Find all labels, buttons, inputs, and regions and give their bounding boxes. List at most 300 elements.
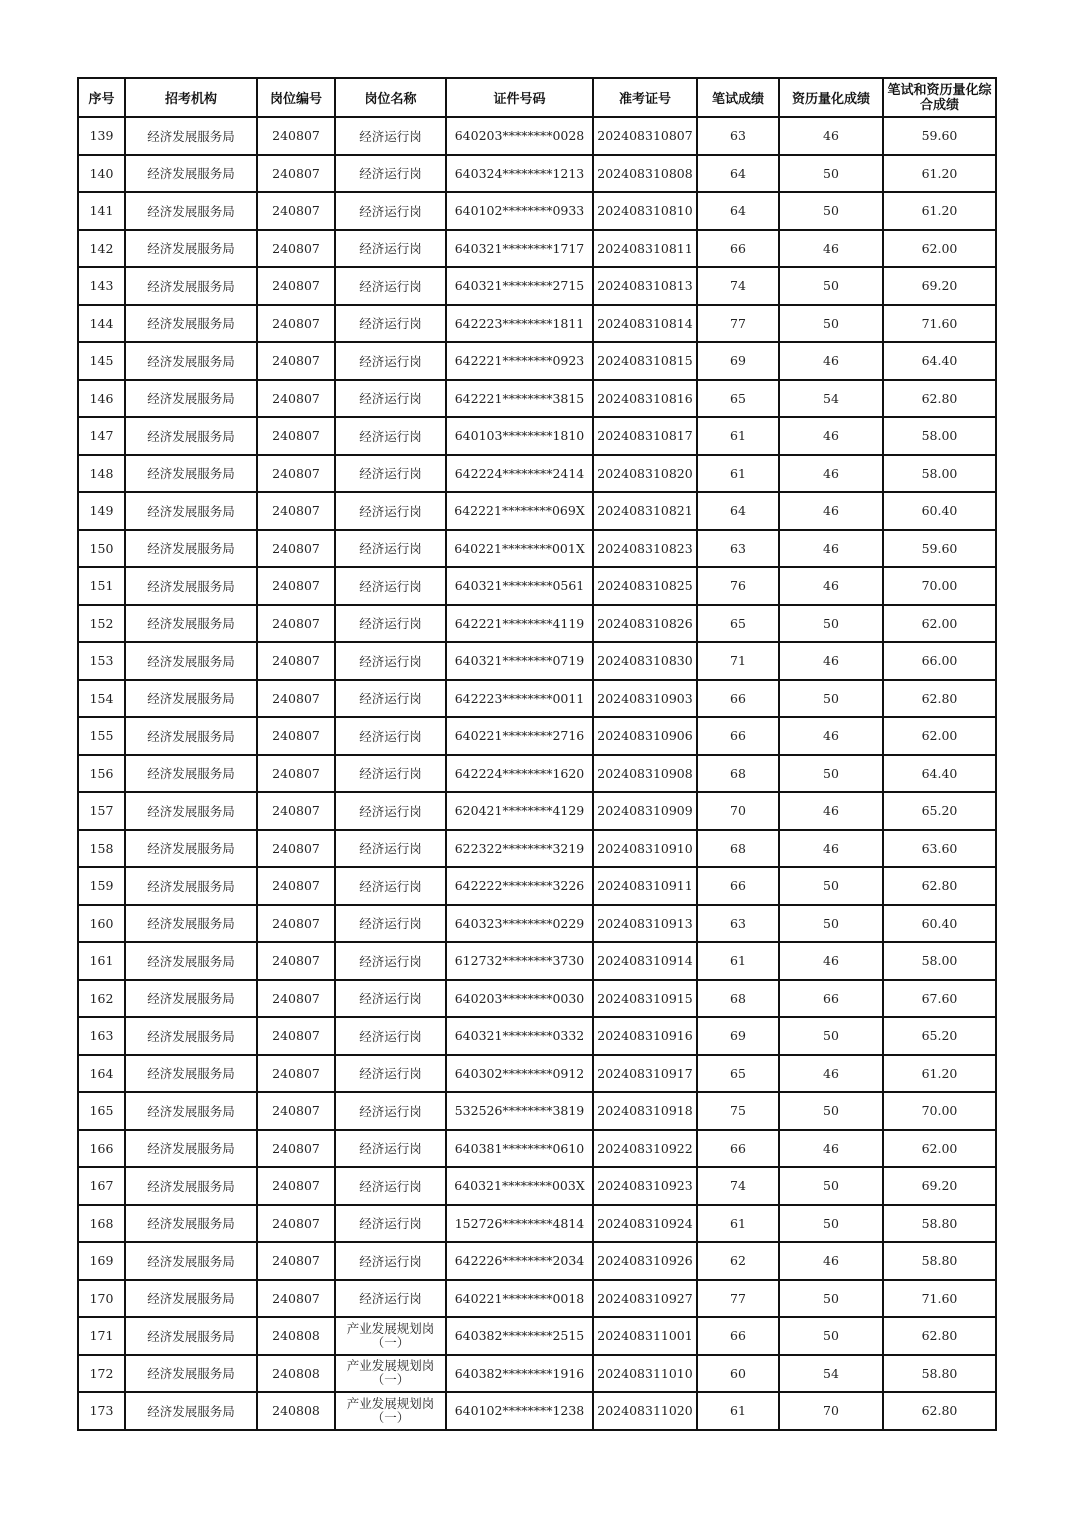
- post-code-cell: 240807: [257, 417, 335, 455]
- qualification-score-cell: 46: [779, 417, 883, 455]
- post-code-cell: 240807: [257, 492, 335, 530]
- qualification-score-cell: 50: [779, 1092, 883, 1130]
- header-admission-number: 准考证号: [593, 78, 697, 117]
- seq-cell: 159: [78, 867, 125, 905]
- agency-cell: 经济发展服务局: [125, 1317, 257, 1355]
- id-number-cell: 640321********1717: [446, 230, 593, 268]
- header-row: [78, 78, 996, 117]
- admission-number-cell: 202408310924: [593, 1205, 697, 1243]
- id-number-cell: 640321********0561: [446, 567, 593, 605]
- header-qualification-score: 资历量化成绩: [779, 78, 883, 117]
- id-number-cell: 640221********0018: [446, 1280, 593, 1318]
- admission-number-cell: 202408310808: [593, 155, 697, 193]
- written-score-cell: 63: [697, 530, 779, 568]
- qualification-score-cell: 46: [779, 117, 883, 155]
- admission-number-cell: 202408310927: [593, 1280, 697, 1318]
- id-number-cell: 642221********3815: [446, 380, 593, 418]
- id-number-cell: 640321********0332: [446, 1017, 593, 1055]
- id-number-cell: 640321********0719: [446, 642, 593, 680]
- combined-score-cell: 58.80: [883, 1242, 996, 1280]
- qualification-score-cell: 50: [779, 1205, 883, 1243]
- combined-score-cell: 60.40: [883, 492, 996, 530]
- table-row: [78, 1092, 996, 1130]
- id-number-cell: 640221********001X: [446, 530, 593, 568]
- table-row: [78, 567, 996, 605]
- post-name-cell: 经济运行岗: [335, 417, 446, 455]
- combined-score-cell: 58.80: [883, 1205, 996, 1243]
- admission-number-cell: 202408310817: [593, 417, 697, 455]
- id-number-cell: 640382********2515: [446, 1317, 593, 1355]
- combined-score-cell: 62.80: [883, 867, 996, 905]
- post-code-cell: 240807: [257, 192, 335, 230]
- post-code-cell: 240807: [257, 155, 335, 193]
- table-row: [78, 717, 996, 755]
- table-row: [78, 155, 996, 193]
- id-number-cell: 640103********1810: [446, 417, 593, 455]
- seq-cell: 172: [78, 1355, 125, 1393]
- id-number-cell: 642221********069X: [446, 492, 593, 530]
- post-code-cell: 240807: [257, 567, 335, 605]
- seq-cell: 144: [78, 305, 125, 343]
- post-code-cell: 240807: [257, 1242, 335, 1280]
- written-score-cell: 64: [697, 492, 779, 530]
- id-number-cell: 640382********1916: [446, 1355, 593, 1393]
- admission-number-cell: 202408311020: [593, 1392, 697, 1430]
- qualification-score-cell: 46: [779, 792, 883, 830]
- qualification-score-cell: 46: [779, 1130, 883, 1168]
- post-name-cell: 经济运行岗: [335, 830, 446, 868]
- admission-number-cell: 202408310810: [593, 192, 697, 230]
- seq-cell: 169: [78, 1242, 125, 1280]
- written-score-cell: 66: [697, 230, 779, 268]
- qualification-score-cell: 46: [779, 1055, 883, 1093]
- written-score-cell: 76: [697, 567, 779, 605]
- table-row: [78, 417, 996, 455]
- table-row: [78, 1167, 996, 1205]
- written-score-cell: 61: [697, 417, 779, 455]
- admission-number-cell: 202408310911: [593, 867, 697, 905]
- written-score-cell: 61: [697, 1205, 779, 1243]
- post-name-cell: 经济运行岗: [335, 1280, 446, 1318]
- admission-number-cell: 202408311001: [593, 1317, 697, 1355]
- post-name-cell: 经济运行岗: [335, 980, 446, 1018]
- seq-cell: 166: [78, 1130, 125, 1168]
- written-score-cell: 61: [697, 942, 779, 980]
- combined-score-cell: 64.40: [883, 342, 996, 380]
- qualification-score-cell: 50: [779, 1317, 883, 1355]
- admission-number-cell: 202408310906: [593, 717, 697, 755]
- qualification-score-cell: 46: [779, 492, 883, 530]
- post-name-cell: 经济运行岗: [335, 792, 446, 830]
- seq-cell: 150: [78, 530, 125, 568]
- table-row: [78, 942, 996, 980]
- written-score-cell: 69: [697, 342, 779, 380]
- written-score-cell: 71: [697, 642, 779, 680]
- admission-number-cell: 202408311010: [593, 1355, 697, 1393]
- post-name-cell: 经济运行岗: [335, 1167, 446, 1205]
- agency-cell: 经济发展服务局: [125, 417, 257, 455]
- post-code-cell: 240807: [257, 342, 335, 380]
- seq-cell: 142: [78, 230, 125, 268]
- seq-cell: 140: [78, 155, 125, 193]
- agency-cell: 经济发展服务局: [125, 867, 257, 905]
- table-row: [78, 1355, 996, 1393]
- seq-cell: 148: [78, 455, 125, 493]
- post-name-cell: 经济运行岗: [335, 1242, 446, 1280]
- seq-cell: 153: [78, 642, 125, 680]
- post-code-cell: 240808: [257, 1355, 335, 1393]
- qualification-score-cell: 46: [779, 642, 883, 680]
- combined-score-cell: 65.20: [883, 1017, 996, 1055]
- admission-number-cell: 202408310825: [593, 567, 697, 605]
- table-row: [78, 980, 996, 1018]
- id-number-cell: 622322********3219: [446, 830, 593, 868]
- post-code-cell: 240807: [257, 455, 335, 493]
- post-code-cell: 240807: [257, 117, 335, 155]
- id-number-cell: 532526********3819: [446, 1092, 593, 1130]
- combined-score-cell: 62.80: [883, 680, 996, 718]
- seq-cell: 143: [78, 267, 125, 305]
- table-row: [78, 905, 996, 943]
- qualification-score-cell: 50: [779, 905, 883, 943]
- id-number-cell: 640381********0610: [446, 1130, 593, 1168]
- post-name-cell: 经济运行岗: [335, 380, 446, 418]
- id-number-cell: 640323********0229: [446, 905, 593, 943]
- agency-cell: 经济发展服务局: [125, 305, 257, 343]
- post-name-cell: 产业发展规划岗（一）: [335, 1392, 446, 1430]
- combined-score-cell: 70.00: [883, 1092, 996, 1130]
- post-code-cell: 240807: [257, 267, 335, 305]
- agency-cell: 经济发展服务局: [125, 1130, 257, 1168]
- table-row: [78, 867, 996, 905]
- qualification-score-cell: 46: [779, 230, 883, 268]
- seq-cell: 157: [78, 792, 125, 830]
- post-name-cell: 经济运行岗: [335, 605, 446, 643]
- header-combined-score: 笔试和资历量化综合成绩: [883, 78, 996, 117]
- qualification-score-cell: 46: [779, 717, 883, 755]
- seq-cell: 149: [78, 492, 125, 530]
- post-code-cell: 240807: [257, 942, 335, 980]
- written-score-cell: 74: [697, 267, 779, 305]
- qualification-score-cell: 70: [779, 1392, 883, 1430]
- written-score-cell: 62: [697, 1242, 779, 1280]
- post-name-cell: 经济运行岗: [335, 267, 446, 305]
- post-code-cell: 240807: [257, 717, 335, 755]
- seq-cell: 168: [78, 1205, 125, 1243]
- admission-number-cell: 202408310903: [593, 680, 697, 718]
- admission-number-cell: 202408310922: [593, 1130, 697, 1168]
- id-number-cell: 640302********0912: [446, 1055, 593, 1093]
- header-agency: 招考机构: [125, 78, 257, 117]
- combined-score-cell: 62.00: [883, 1130, 996, 1168]
- seq-cell: 162: [78, 980, 125, 1018]
- seq-cell: 147: [78, 417, 125, 455]
- written-score-cell: 63: [697, 117, 779, 155]
- written-score-cell: 61: [697, 1392, 779, 1430]
- table-row: [78, 1205, 996, 1243]
- id-number-cell: 640203********0028: [446, 117, 593, 155]
- written-score-cell: 68: [697, 755, 779, 793]
- combined-score-cell: 65.20: [883, 792, 996, 830]
- table-row: [78, 755, 996, 793]
- post-name-cell: 经济运行岗: [335, 305, 446, 343]
- seq-cell: 158: [78, 830, 125, 868]
- written-score-cell: 66: [697, 1317, 779, 1355]
- written-score-cell: 68: [697, 980, 779, 1018]
- agency-cell: 经济发展服务局: [125, 1017, 257, 1055]
- combined-score-cell: 61.20: [883, 192, 996, 230]
- table-row: [78, 1055, 996, 1093]
- combined-score-cell: 69.20: [883, 1167, 996, 1205]
- admission-number-cell: 202408310816: [593, 380, 697, 418]
- post-code-cell: 240807: [257, 830, 335, 868]
- post-code-cell: 240807: [257, 1055, 335, 1093]
- seq-cell: 163: [78, 1017, 125, 1055]
- id-number-cell: 640221********2716: [446, 717, 593, 755]
- admission-number-cell: 202408310923: [593, 1167, 697, 1205]
- agency-cell: 经济发展服务局: [125, 530, 257, 568]
- agency-cell: 经济发展服务局: [125, 192, 257, 230]
- table-row: [78, 455, 996, 493]
- written-score-cell: 66: [697, 867, 779, 905]
- post-code-cell: 240807: [257, 1092, 335, 1130]
- id-number-cell: 642223********1811: [446, 305, 593, 343]
- combined-score-cell: 61.20: [883, 1055, 996, 1093]
- combined-score-cell: 62.00: [883, 717, 996, 755]
- post-name-cell: 产业发展规划岗（一）: [335, 1355, 446, 1393]
- post-code-cell: 240807: [257, 1130, 335, 1168]
- agency-cell: 经济发展服务局: [125, 1167, 257, 1205]
- header-post-code: 岗位编号: [257, 78, 335, 117]
- agency-cell: 经济发展服务局: [125, 1055, 257, 1093]
- table-row: [78, 1280, 996, 1318]
- post-code-cell: 240807: [257, 230, 335, 268]
- combined-score-cell: 59.60: [883, 117, 996, 155]
- header-written-score: 笔试成绩: [697, 78, 779, 117]
- written-score-cell: 63: [697, 905, 779, 943]
- written-score-cell: 64: [697, 155, 779, 193]
- combined-score-cell: 69.20: [883, 267, 996, 305]
- admission-number-cell: 202408310823: [593, 530, 697, 568]
- written-score-cell: 77: [697, 305, 779, 343]
- qualification-score-cell: 46: [779, 1242, 883, 1280]
- combined-score-cell: 63.60: [883, 830, 996, 868]
- written-score-cell: 75: [697, 1092, 779, 1130]
- admission-number-cell: 202408310807: [593, 117, 697, 155]
- written-score-cell: 66: [697, 717, 779, 755]
- post-code-cell: 240807: [257, 1205, 335, 1243]
- qualification-score-cell: 46: [779, 530, 883, 568]
- seq-cell: 146: [78, 380, 125, 418]
- table-row: [78, 792, 996, 830]
- table-row: [78, 192, 996, 230]
- admission-number-cell: 202408310908: [593, 755, 697, 793]
- table-row: [78, 830, 996, 868]
- combined-score-cell: 62.00: [883, 230, 996, 268]
- id-number-cell: 152726********4814: [446, 1205, 593, 1243]
- table-row: [78, 1392, 996, 1430]
- agency-cell: 经济发展服务局: [125, 1355, 257, 1393]
- seq-cell: 156: [78, 755, 125, 793]
- qualification-score-cell: 46: [779, 455, 883, 493]
- post-name-cell: 经济运行岗: [335, 155, 446, 193]
- agency-cell: 经济发展服务局: [125, 1242, 257, 1280]
- post-name-cell: 经济运行岗: [335, 342, 446, 380]
- qualification-score-cell: 50: [779, 867, 883, 905]
- seq-cell: 151: [78, 567, 125, 605]
- qualification-score-cell: 50: [779, 1167, 883, 1205]
- qualification-score-cell: 54: [779, 380, 883, 418]
- id-number-cell: 642226********2034: [446, 1242, 593, 1280]
- post-code-cell: 240807: [257, 792, 335, 830]
- agency-cell: 经济发展服务局: [125, 717, 257, 755]
- qualification-score-cell: 50: [779, 1017, 883, 1055]
- qualification-score-cell: 50: [779, 267, 883, 305]
- table-row: [78, 1130, 996, 1168]
- seq-cell: 170: [78, 1280, 125, 1318]
- agency-cell: 经济发展服务局: [125, 792, 257, 830]
- admission-number-cell: 202408310918: [593, 1092, 697, 1130]
- table-row: [78, 1017, 996, 1055]
- seq-cell: 139: [78, 117, 125, 155]
- combined-score-cell: 58.00: [883, 455, 996, 493]
- post-code-cell: 240807: [257, 305, 335, 343]
- written-score-cell: 70: [697, 792, 779, 830]
- seq-cell: 164: [78, 1055, 125, 1093]
- seq-cell: 155: [78, 717, 125, 755]
- post-code-cell: 240807: [257, 642, 335, 680]
- combined-score-cell: 59.60: [883, 530, 996, 568]
- qualification-score-cell: 50: [779, 605, 883, 643]
- post-name-cell: 经济运行岗: [335, 567, 446, 605]
- admission-number-cell: 202408310811: [593, 230, 697, 268]
- agency-cell: 经济发展服务局: [125, 492, 257, 530]
- agency-cell: 经济发展服务局: [125, 642, 257, 680]
- post-name-cell: 经济运行岗: [335, 642, 446, 680]
- table-body: [78, 117, 996, 1430]
- post-name-cell: 经济运行岗: [335, 867, 446, 905]
- id-number-cell: 642223********0011: [446, 680, 593, 718]
- post-name-cell: 经济运行岗: [335, 1092, 446, 1130]
- id-number-cell: 640102********1238: [446, 1392, 593, 1430]
- admission-number-cell: 202408310814: [593, 305, 697, 343]
- qualification-score-cell: 46: [779, 942, 883, 980]
- post-name-cell: 经济运行岗: [335, 117, 446, 155]
- agency-cell: 经济发展服务局: [125, 605, 257, 643]
- combined-score-cell: 60.40: [883, 905, 996, 943]
- post-code-cell: 240807: [257, 1017, 335, 1055]
- post-name-cell: 经济运行岗: [335, 1205, 446, 1243]
- qualification-score-cell: 50: [779, 305, 883, 343]
- qualification-score-cell: 50: [779, 192, 883, 230]
- combined-score-cell: 62.80: [883, 1392, 996, 1430]
- agency-cell: 经济发展服务局: [125, 455, 257, 493]
- post-name-cell: 经济运行岗: [335, 905, 446, 943]
- id-number-cell: 642224********2414: [446, 455, 593, 493]
- agency-cell: 经济发展服务局: [125, 830, 257, 868]
- combined-score-cell: 62.80: [883, 380, 996, 418]
- post-name-cell: 经济运行岗: [335, 530, 446, 568]
- admission-number-cell: 202408310916: [593, 1017, 697, 1055]
- combined-score-cell: 66.00: [883, 642, 996, 680]
- post-name-cell: 经济运行岗: [335, 755, 446, 793]
- header-seq: 序号: [78, 78, 125, 117]
- post-code-cell: 240807: [257, 1167, 335, 1205]
- header-id-number: 证件号码: [446, 78, 593, 117]
- seq-cell: 161: [78, 942, 125, 980]
- id-number-cell: 640203********0030: [446, 980, 593, 1018]
- admission-number-cell: 202408310826: [593, 605, 697, 643]
- combined-score-cell: 58.00: [883, 417, 996, 455]
- combined-score-cell: 62.00: [883, 605, 996, 643]
- admission-number-cell: 202408310910: [593, 830, 697, 868]
- qualification-score-cell: 50: [779, 755, 883, 793]
- written-score-cell: 66: [697, 1130, 779, 1168]
- seq-cell: 152: [78, 605, 125, 643]
- agency-cell: 经济发展服务局: [125, 1392, 257, 1430]
- admission-number-cell: 202408310813: [593, 267, 697, 305]
- admission-number-cell: 202408310815: [593, 342, 697, 380]
- id-number-cell: 642221********4119: [446, 605, 593, 643]
- written-score-cell: 64: [697, 192, 779, 230]
- qualification-score-cell: 50: [779, 155, 883, 193]
- table-row: [78, 305, 996, 343]
- agency-cell: 经济发展服务局: [125, 117, 257, 155]
- admission-number-cell: 202408310915: [593, 980, 697, 1018]
- id-number-cell: 640102********0933: [446, 192, 593, 230]
- seq-cell: 141: [78, 192, 125, 230]
- post-name-cell: 经济运行岗: [335, 492, 446, 530]
- id-number-cell: 640321********2715: [446, 267, 593, 305]
- post-code-cell: 240807: [257, 680, 335, 718]
- agency-cell: 经济发展服务局: [125, 680, 257, 718]
- table-row: [78, 267, 996, 305]
- id-number-cell: 640324********1213: [446, 155, 593, 193]
- table-row: [78, 605, 996, 643]
- admission-number-cell: 202408310914: [593, 942, 697, 980]
- table-row: [78, 492, 996, 530]
- post-code-cell: 240807: [257, 530, 335, 568]
- post-name-cell: 经济运行岗: [335, 1017, 446, 1055]
- table-row: [78, 530, 996, 568]
- post-name-cell: 经济运行岗: [335, 230, 446, 268]
- post-code-cell: 240807: [257, 980, 335, 1018]
- combined-score-cell: 58.80: [883, 1355, 996, 1393]
- score-table: [77, 77, 997, 1431]
- written-score-cell: 65: [697, 380, 779, 418]
- admission-number-cell: 202408310821: [593, 492, 697, 530]
- agency-cell: 经济发展服务局: [125, 905, 257, 943]
- qualification-score-cell: 54: [779, 1355, 883, 1393]
- combined-score-cell: 64.40: [883, 755, 996, 793]
- seq-cell: 145: [78, 342, 125, 380]
- agency-cell: 经济发展服务局: [125, 1205, 257, 1243]
- seq-cell: 171: [78, 1317, 125, 1355]
- admission-number-cell: 202408310820: [593, 455, 697, 493]
- qualification-score-cell: 46: [779, 567, 883, 605]
- table-row: [78, 117, 996, 155]
- written-score-cell: 68: [697, 830, 779, 868]
- id-number-cell: 620421********4129: [446, 792, 593, 830]
- table-row: [78, 230, 996, 268]
- id-number-cell: 642221********0923: [446, 342, 593, 380]
- agency-cell: 经济发展服务局: [125, 342, 257, 380]
- id-number-cell: 640321********003X: [446, 1167, 593, 1205]
- combined-score-cell: 67.60: [883, 980, 996, 1018]
- qualification-score-cell: 66: [779, 980, 883, 1018]
- combined-score-cell: 58.00: [883, 942, 996, 980]
- agency-cell: 经济发展服务局: [125, 980, 257, 1018]
